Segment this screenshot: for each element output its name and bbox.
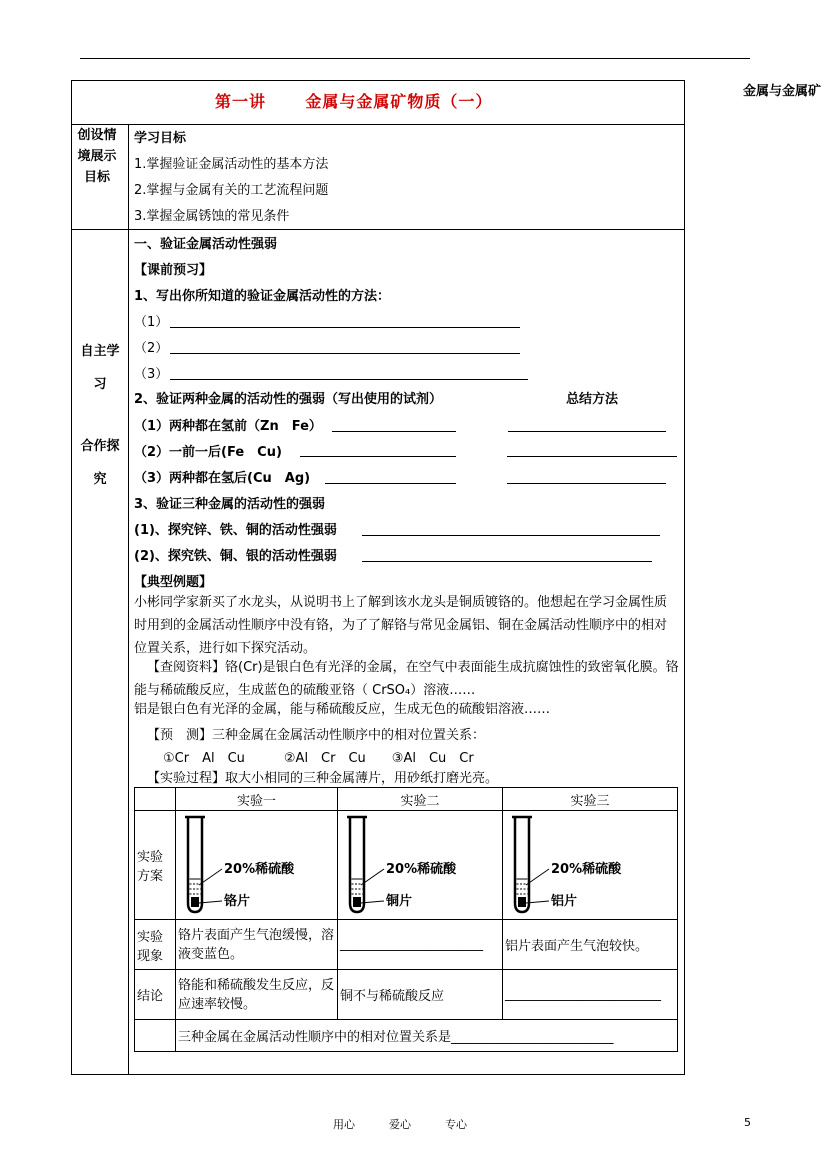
metal-strip-icon (353, 897, 361, 907)
example-paragraph-2: 【查阅资料】铬(Cr)是银白色有光泽的金属，在空气中表面能生成抗腐蚀性的致密氧化膜。铬能与稀硫酸反应，生成蓝色的硫酸亚铬（ CrSO₄）溶液…… (134, 660, 679, 698)
observation-2[interactable]: ______________________ (338, 920, 503, 970)
summary-label: 总结方法 (566, 392, 619, 407)
section2-label-a: 自主学习 (80, 344, 120, 392)
answer-line[interactable] (362, 561, 652, 562)
predict-line: 【预 测】三种金属在金属活动性顺序中的相对位置关系： (147, 728, 486, 743)
answer-line[interactable] (508, 431, 666, 432)
section2-heading: 一、验证金属活动性强弱 (134, 237, 278, 252)
metal-label: 铜片 (386, 894, 413, 909)
experiment-table (134, 787, 678, 1052)
acid-label: 20%稀硫酸 (551, 862, 622, 877)
row-label-text: 结论 (137, 989, 164, 1004)
answer-line[interactable] (362, 535, 660, 536)
goals-heading: 学习目标 (134, 131, 187, 146)
footer-item-3: 专心 (445, 1118, 467, 1131)
example-paragraph-3: 铝是银白色有光泽的金属，能与稀硫酸反应，生成无色的硫酸铝溶液…… (134, 702, 551, 717)
row-divider-1 (71, 124, 685, 125)
test-tube-diagram (505, 811, 655, 915)
header-exp-2: 实验二 (338, 788, 503, 811)
plan-cell-2 (338, 811, 503, 920)
goal-3: 3.掌握金属锈蚀的常见条件 (134, 209, 290, 224)
answer-line[interactable] (332, 431, 456, 432)
header-exp-3: 实验三 (503, 788, 678, 811)
goal-2: 2.掌握与金属有关的工艺流程问题 (134, 183, 329, 198)
footer-item-2: 爱心 (389, 1118, 411, 1131)
final-row-spacer (135, 1020, 176, 1052)
example-label: 【典型例题】 (134, 575, 213, 590)
row-label-plan (135, 811, 176, 920)
final-relation[interactable]: 三种金属在金属活动性顺序中的相对位置关系是_________________________ (176, 1020, 678, 1052)
plan-cell-3 (503, 811, 678, 920)
row-label-text: 实验方案 (137, 850, 164, 884)
conclusion-1: 铬能和稀硫酸发生反应，反应速率较慢。 (176, 970, 338, 1020)
footer-item-1: 用心 (333, 1118, 355, 1131)
section2-label-b: 合作探究 (80, 439, 120, 487)
q1-item-1: （1） (134, 315, 169, 330)
top-rule (80, 58, 750, 59)
example-paragraph-1: 小彬同学家新买了水龙头，从说明书上了解到该水龙头是铜质镀铬的。他想起在学习金属性质时用到的金属活动性顺序中没有铬，为了了解铬与常见金属铝、铜在金属活动性顺序中的相对位置关系，进行如下探究活动。 (134, 595, 668, 656)
section1-label: 创设情境展示目标 (77, 128, 117, 185)
test-tube-diagram (340, 811, 490, 915)
plan-cell-1 (176, 811, 338, 920)
acid-label: 20%稀硫酸 (224, 862, 295, 877)
answer-line[interactable] (300, 456, 456, 457)
q2-item-3: （3）两种都在氢后(Cu Ag) (134, 471, 311, 486)
row-label-conclusion (135, 970, 176, 1020)
predict-options: ①Cr Al Cu ②Al Cr Cu ③Al Cu Cr (163, 751, 474, 766)
answer-line[interactable] (170, 379, 528, 380)
side-title: 金属与金属矿 (743, 84, 822, 99)
q3-item-1: (1)、探究锌、铁、铜的活动性强弱 (134, 523, 337, 538)
row-divider-2 (71, 229, 685, 230)
q2-item-2: （2）一前一后(Fe Cu) (134, 445, 282, 460)
answer-line[interactable] (325, 483, 456, 484)
row-label-text: 实验现象 (137, 929, 164, 964)
question-3: 3、验证三种金属的活动性的强弱 (134, 497, 326, 512)
table-corner (135, 788, 176, 811)
q1-item-3: （3） (134, 367, 169, 382)
row-label-observation (135, 920, 176, 970)
answer-line[interactable] (170, 353, 520, 354)
conclusion-3[interactable]: ________________________ (503, 970, 678, 1020)
acid-label: 20%稀硫酸 (386, 862, 457, 877)
page-title: 第一讲 金属与金属矿物质（一） (215, 92, 493, 111)
test-tube-diagram (178, 811, 328, 915)
answer-line[interactable] (170, 327, 520, 328)
q1-item-2: （2） (134, 341, 169, 356)
question-2: 2、验证两种金属的活动性的强弱（写出使用的试剂） (134, 392, 443, 407)
label-column-divider (128, 124, 129, 1075)
question-1: 1、写出你所知道的验证金属活动性的方法： (134, 289, 391, 304)
metal-label: 铝片 (551, 894, 578, 909)
metal-label: 铬片 (224, 894, 251, 909)
observation-1: 铬片表面产生气泡缓慢，溶液变蓝色。 (176, 920, 338, 970)
q3-item-2: (2)、探究铁、铜、银的活动性强弱 (134, 549, 337, 564)
metal-strip-icon (191, 897, 199, 907)
q2-item-1: （1）两种都在氢前（Zn Fe） (134, 419, 322, 434)
answer-line[interactable] (507, 483, 666, 484)
process-line: 【实验过程】取大小相同的三种金属薄片，用砂纸打磨光亮。 (147, 771, 499, 786)
answer-line[interactable] (507, 456, 677, 457)
page-number: 5 (744, 1116, 751, 1129)
metal-strip-icon (518, 897, 526, 907)
conclusion-2: 铜不与稀硫酸反应 (338, 970, 503, 1020)
header-exp-1: 实验一 (176, 788, 338, 811)
observation-3: 铝片表面产生气泡较快。 (503, 920, 678, 970)
preview-label: 【课前预习】 (134, 263, 213, 278)
goal-1: 1.掌握验证金属活动性的基本方法 (134, 157, 329, 172)
